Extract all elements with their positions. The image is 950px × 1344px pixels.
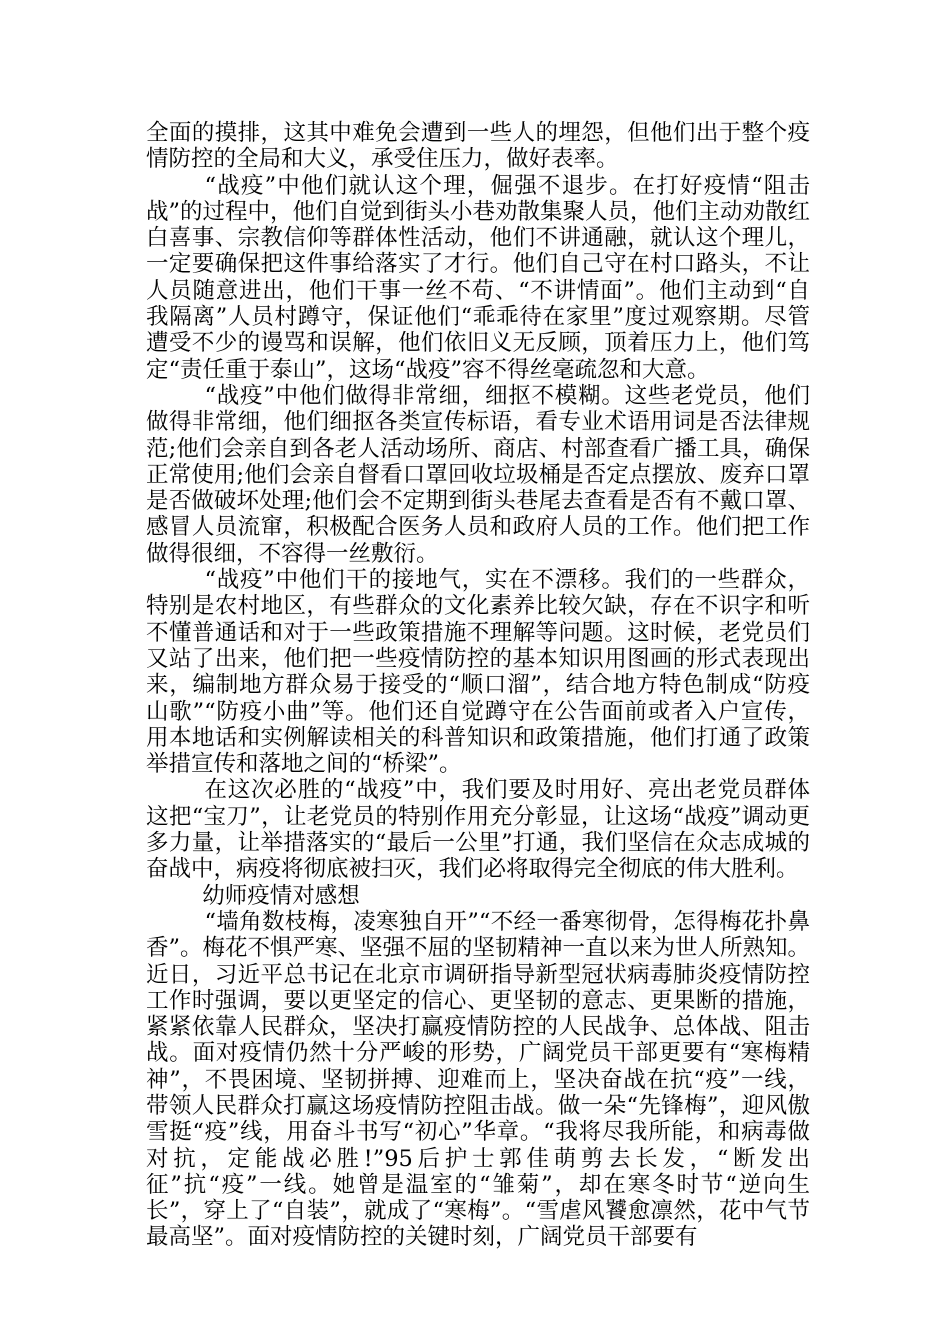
paragraph: “墙角数枝梅，凌寒独自开”“不经一番寒彻骨，怎得梅花扑鼻香”。梅花不惧严寒、坚强不屈的坚韧精神一直以来为世人所熟知。近日，习近平总书记在北京市调研指导新型冠状病毒肺炎疫情防控工作时强调，要以更坚定的信心、更坚韧的意志、更果断的措施，紧紧依靠人民群众，坚决打赢疫情防控的人民战争、总体战、阻击战。面对疫情仍然十分严峻的形势，广阔党员干部更要有“寒梅精神”，不畏困境、坚韧拼搏、迎难而上，坚决奋战在抗“疫”一线，带领人民群众打赢这场疫情防控阻击战。做一朵“先锋梅”，迎风傲雪挺“疫”线，用奋斗书写“初心”华章。“我将尽我所能，和病毒做对抗，定能战必胜!”95后护士郭佳萌剪去长发，“断发出征”抗“疫”一线。她曾是温室的“雏菊”，却在寒冬时节“逆向生长”，穿上了“自装”，就成了“寒梅”。“雪虐风饕愈凛然，花中气节最高坚”。面对疫情防控的关键时刻，广阔党员干部要有 bbox=[146, 908, 811, 1251]
paragraph: “战疫”中他们干的接地气，实在不漂移。我们的一些群众，特别是农村地区，有些群众的文化素养比较欠缺，存在不识字和听不懂普通话和对于一些政策措施不理解等问题。这时候，老党员们又站了出来，他们把一些疫情防控的基本知识用图画的形式表现出来，编制地方群众易于接受的“顺口溜”，结合地方特色制成“防疫山歌”“防疫小曲”等。他们还自觉蹲守在公告面前或者入户宣传，用本地话和实例解读相关的科普知识和政策措施，他们打通了政策举措宣传和落地之间的“桥梁”。 bbox=[146, 567, 810, 778]
section-title: 幼师疫情对感想 bbox=[202, 882, 360, 909]
paragraph: “战疫”中他们做得非常细，细抠不模糊。这些老党员，他们做得非常细，他们细抠各类宣传标语，看专业术语用词是否法律规范;他们会亲自到各老人活动场所、商店、村部查看广播工具，确保正常使用;他们会亲自督看口罩回收垃圾桶是否定点摆放、废弃口罩是否做破坏处理;他们会不定期到街头巷尾去查看是否有不戴口罩、感冒人员流窜，积极配合医务人员和政府人员的工作。他们把工作做得很细，不容得一丝敷衍。 bbox=[146, 382, 810, 567]
paragraph: 全面的摸排，这其中难免会遭到一些人的埋怨，但他们出于整个疫情防控的全局和大义，承受住压力，做好表率。 bbox=[146, 120, 810, 173]
document-page bbox=[146, 120, 810, 1251]
paragraph: “战疫”中他们就认这个理，倔强不退步。在打好疫情“阻击战”的过程中，他们自觉到街头小巷劝散集聚人员，他们主动劝散红白喜事、宗教信仰等群体性活动，他们不讲通融，就认这个理儿，一定要确保把这件事给落实了才行。他们自己守在村口路头，不让人员随意进出，他们干事一丝不苟、“不讲情面”。他们主动到“自我隔离”人员村蹲守，保证他们“乖乖待在家里”度过观察期。尽管遭受不少的谩骂和误解，他们依旧义无反顾，顶着压力上，他们笃定“责任重于泰山”，这场“战疫”容不得丝毫疏忽和大意。 bbox=[146, 172, 811, 383]
paragraph: 在这次必胜的“战疫”中，我们要及时用好、亮出老党员群体这把“宝刀”，让老党员的特别作用充分彰显，让这场“战疫”调动更多力量，让举措落实的“最后一公里”打通，我们坚信在众志成城的奋战中，病疫将彻底被扫灭，我们必将取得完全彻底的伟大胜利。 bbox=[146, 777, 810, 883]
